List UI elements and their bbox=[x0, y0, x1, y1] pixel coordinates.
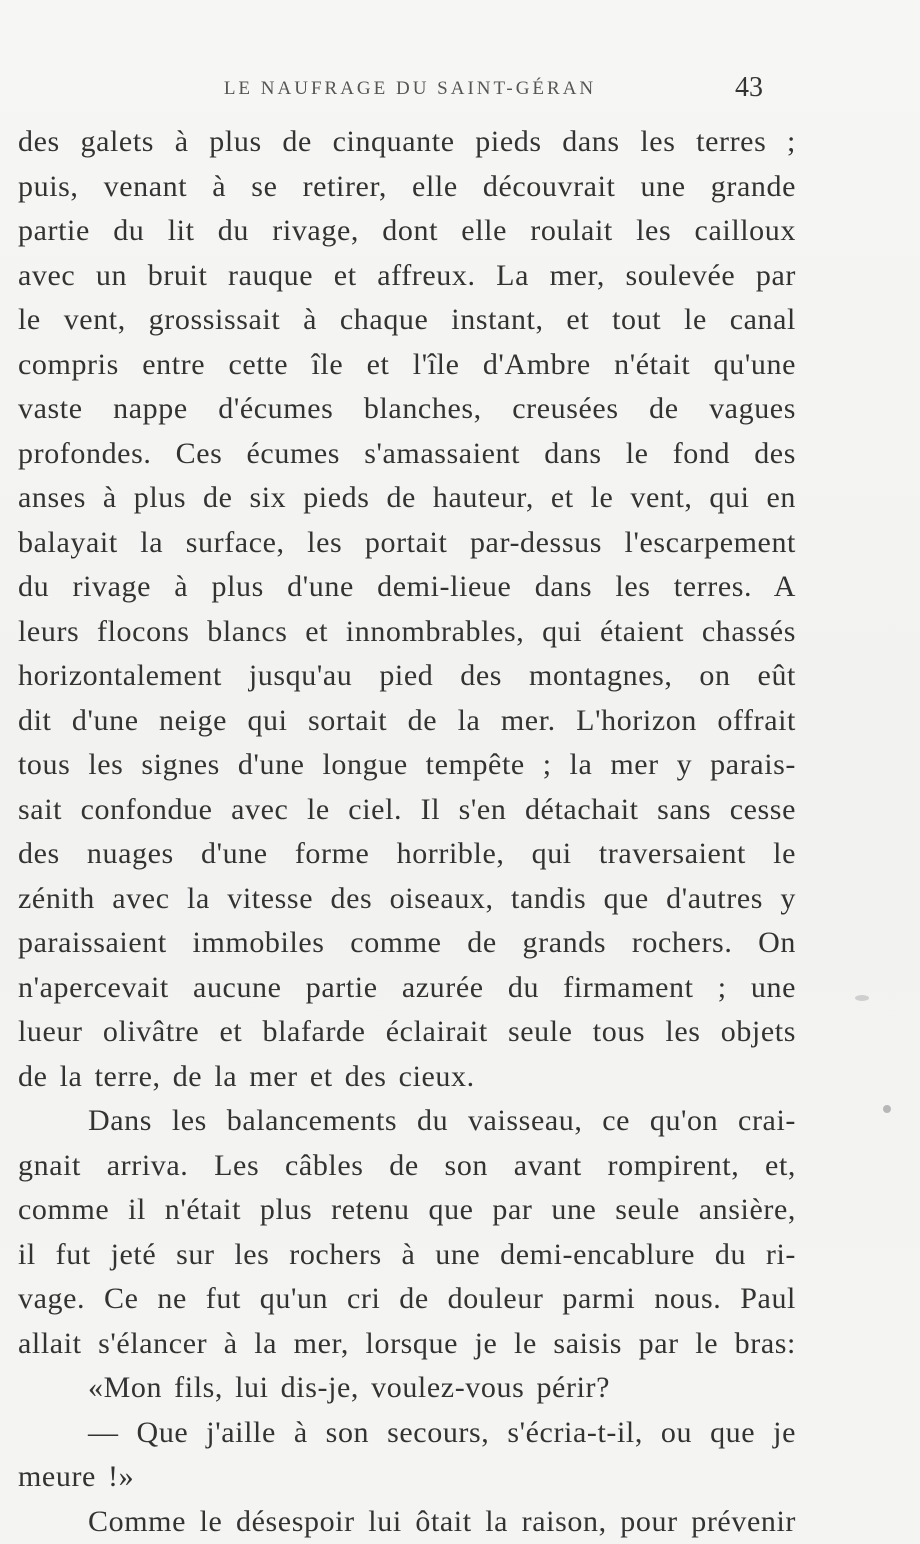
text-line: partie du lit du rivage, dont elle roulait les cailloux bbox=[18, 209, 796, 254]
text-line: lueur olivâtre et blafarde éclairait seule tous les objets bbox=[18, 1010, 796, 1055]
text-line: avec un bruit rauque et affreux. La mer, soulevée par bbox=[18, 254, 796, 299]
page-number: 43 bbox=[735, 72, 763, 104]
dialogue-line: meure !» bbox=[18, 1455, 796, 1500]
paragraph-start-line: Dans les balancements du vaisseau, ce qu'on crai- bbox=[18, 1099, 796, 1144]
dialogue-line: — Que j'aille à son secours, s'écria-t-il, ou que je bbox=[18, 1411, 796, 1456]
paper-speck bbox=[883, 1105, 891, 1113]
text-line: zénith avec la vitesse des oiseaux, tandis que d'autres y bbox=[18, 877, 796, 922]
text-line: tous les signes d'une longue tempête ; la mer y parais- bbox=[18, 743, 796, 788]
text-line: horizontalement jusqu'au pied des montagnes, on eût bbox=[18, 654, 796, 699]
text-line: profondes. Ces écumes s'amassaient dans le fond des bbox=[18, 432, 796, 477]
text-line: comme il n'était plus retenu que par une seule ansière, bbox=[18, 1188, 796, 1233]
paragraph-end-line: de la terre, de la mer et des cieux. bbox=[18, 1055, 796, 1100]
dialogue-line: «Mon fils, lui dis-je, voulez-vous périr? bbox=[18, 1366, 796, 1411]
text-line: dit d'une neige qui sortait de la mer. L'horizon offrait bbox=[18, 699, 796, 744]
paper-speck bbox=[855, 995, 869, 1001]
text-line: du rivage à plus d'une demi-lieue dans les terres. A bbox=[18, 565, 796, 610]
text-line: anses à plus de six pieds de hauteur, et le vent, qui en bbox=[18, 476, 796, 521]
text-line: balayait la surface, les portait par-dessus l'escarpement bbox=[18, 521, 796, 566]
text-line: des nuages d'une forme horrible, qui traversaient le bbox=[18, 832, 796, 877]
paragraph-start-line: Comme le désespoir lui ôtait la raison, pour prévenir bbox=[18, 1500, 796, 1544]
text-line: des galets à plus de cinquante pieds dans les terres ; bbox=[18, 120, 796, 165]
body-text bbox=[18, 120, 796, 1544]
running-title: LE NAUFRAGE DU SAINT-GÉRAN bbox=[200, 78, 620, 100]
text-line: allait s'élancer à la mer, lorsque je le saisis par le bras: bbox=[18, 1322, 796, 1367]
text-line: vage. Ce ne fut qu'un cri de douleur parmi nous. Paul bbox=[18, 1277, 796, 1322]
text-line: compris entre cette île et l'île d'Ambre n'était qu'une bbox=[18, 343, 796, 388]
text-line: vaste nappe d'écumes blanches, creusées de vagues bbox=[18, 387, 796, 432]
text-line: n'apercevait aucune partie azurée du firmament ; une bbox=[18, 966, 796, 1011]
text-line: il fut jeté sur les rochers à une demi-encablure du ri- bbox=[18, 1233, 796, 1278]
text-line: gnait arriva. Les câbles de son avant rompirent, et, bbox=[18, 1144, 796, 1189]
text-line: sait confondue avec le ciel. Il s'en détachait sans cesse bbox=[18, 788, 796, 833]
text-line: paraissaient immobiles comme de grands rochers. On bbox=[18, 921, 796, 966]
text-line: le vent, grossissait à chaque instant, et tout le canal bbox=[18, 298, 796, 343]
text-line: puis, venant à se retirer, elle découvrait une grande bbox=[18, 165, 796, 210]
text-line: leurs flocons blancs et innombrables, qui étaient chassés bbox=[18, 610, 796, 655]
